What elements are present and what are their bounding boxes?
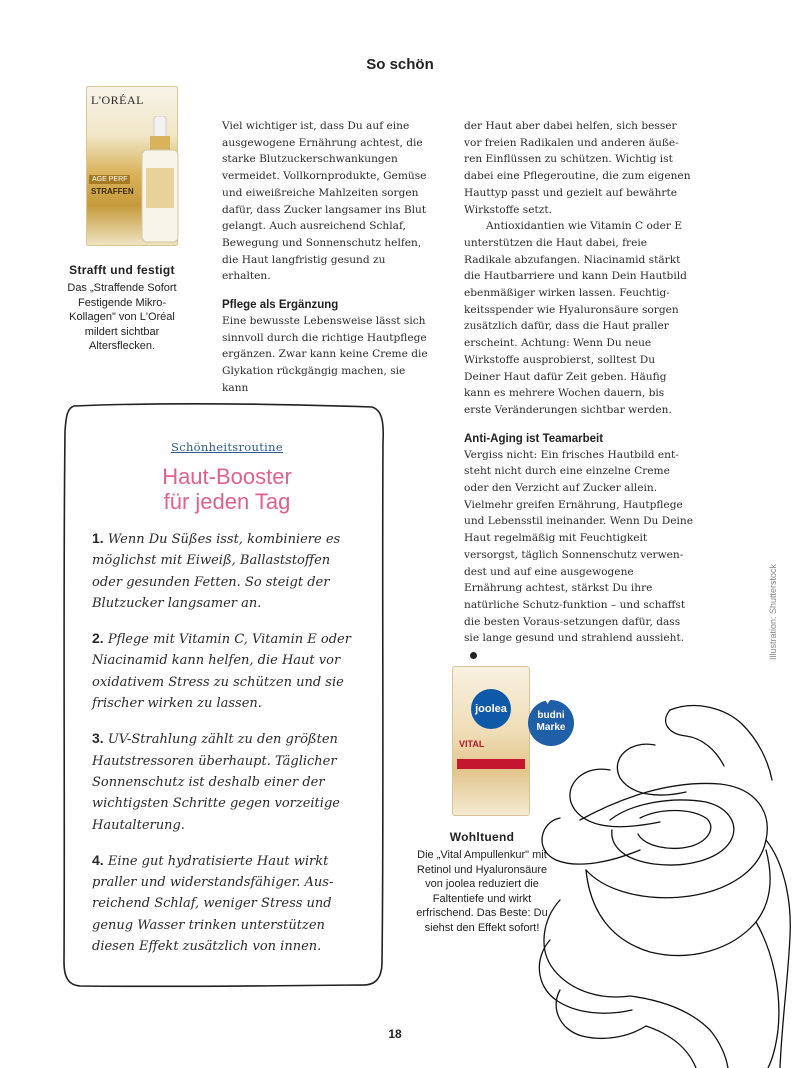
routine-item (92, 850, 362, 957)
joolea-vital-label: VITAL (459, 739, 485, 749)
routine-item-number: 3. (92, 730, 104, 747)
paragraph-text: Vergiss nicht: Ein frisches Hautbild ent-steht nicht durch eine einzelne Creme oder den Verzicht auf Zucker allein. Vielmehr greifen Ernährung, Hautpflege und Lebensstil ineinander. Wenn Du Deine Haut regelmäßig mit Feuchtigkeit versorgst, täglich Sonnenschutz verwen-dest und auf eine ausgewogene Ernährung achtest, stärkst Du ihre natürliche Schutz-funktion – und schaffst die besten Voraus-setzungen dafür, dass sie lange gesund und strahlend aussieht. (464, 448, 693, 645)
article-column-1 (222, 118, 434, 397)
paragraph: Antioxidantien wie Vitamin C oder E unterstützen die Haut dabei, freie Radikale abzufangen. Niacinamid stärkt die Hautbarriere und kann Dein Hautbild ebenmäßiger wirken lassen. Feuchtig-keitsspender wie Hyaluronsäure sorgen zusätzlich dafür, dass die Haut praller erscheint. Achtung: Wenn Du neue Wirkstoffe ausprobierst, solltest Du Deiner Haut dafür Zeit geben. Häufig kann es mehrere Wochen dauern, bis erste Veränderungen sichtbar werden. (464, 220, 687, 416)
routine-eyebrow: Schönheitsroutine (171, 440, 283, 454)
routine-item-number: 4. (92, 851, 104, 868)
routine-item-text: UV-Strahlung zählt zu den größten Hautstressoren überhaupt. Täglicher Sonnenschutz ist deshalb einer der wichtigsten Schritte gegen vorzeitige Hautalterung. (92, 732, 340, 833)
subheading: Pflege als Ergänzung (222, 299, 339, 312)
routine-item (92, 528, 362, 614)
joolea-logo: joolea (471, 689, 511, 729)
routine-item (92, 628, 362, 714)
serum-bottle-image (138, 116, 182, 246)
end-mark-icon (470, 652, 477, 659)
loreal-straff: STRAFFEN (91, 187, 134, 196)
photo-credit (768, 530, 782, 660)
photo-credit-text: Illustration: Shutterstock (768, 563, 778, 660)
joolea-product-box (452, 666, 530, 816)
paragraph: der Haut aber dabei helfen, sich besser vor freien Radikalen und anderen äuße-ren Einflüssen zu schützen. Wichtig ist dabei eine Pflegeroutine, die zum eigenen Hauttyp passt und gezielt auf bewährte Wirkstoffe setzt. (464, 120, 691, 216)
caption-text: Das „Straffende Sofort Festigende Mikro-Kollagen" von L'Oréal mildert sichtbar Altersflecken. (67, 282, 177, 352)
routine-headline-line-1: Haut-Booster (162, 464, 292, 489)
joolea-band (457, 759, 525, 769)
page-title: So schön (366, 56, 434, 73)
caption-text: Die „Vital Ampullenkur" mit Retinol und Hyaluronsäure von joolea reduziert die Faltentiefe und wirkt erfrischend. Das Beste: Du siehst den Effekt sofort! (416, 849, 548, 934)
routine-item-number: 2. (92, 630, 104, 647)
routine-item-number: 1. (92, 530, 104, 546)
heart-icon: ♥ (544, 693, 552, 707)
routine-item (92, 728, 362, 835)
hands-cream-line-art (520, 700, 800, 1068)
paragraph: Viel wichtiger ist, dass Du auf eine ausgewogene Ernährung achtest, die starke Blutzuckerschwankungen vermeidet. Vollkornprodukte, Gemüse und eiweißreiche Mahlzeiten sorgen dafür, dass Zucker langsamer ins Blut gelangt. Auch ausreichend Schlaf, Bewegung und Sonnenschutz helfen, die Haut langfristig gesund zu erhalten. (222, 120, 427, 283)
caption-title: Wohltuend (449, 830, 515, 844)
paragraph: Eine bewusste Lebensweise lässt sich sinnvoll durch die richtige Hautpflege ergänzen. Zwar kann keine Creme die Glykation rückgängig machen, sie kann (222, 315, 428, 394)
budni-badge-text: budni Marke (536, 710, 566, 733)
routine-box (92, 440, 362, 957)
loreal-brand: L'ORÉAL (91, 93, 144, 107)
routine-headline-line-2: für jeden Tag (163, 489, 291, 514)
page-number: 18 (388, 1027, 402, 1041)
article-column-2 (464, 118, 694, 664)
paragraph (464, 447, 694, 664)
routine-item-text: Eine gut hydratisierte Haut wirkt praller und widerstandsfähiger. Aus-reichend Schlaf, weniger Stress und genug Wasser trinken unterstützen diesen Effekt zusätzlich von innen. (92, 853, 334, 955)
subheading: Anti-Aging ist Teamarbeit (464, 432, 604, 445)
loreal-line: AGE PERF (89, 175, 130, 184)
caption-title: Strafft und festigt (69, 263, 175, 277)
caption-loreal (60, 263, 184, 354)
routine-item-text: Wenn Du Süßes isst, kombiniere es möglichst mit Eiweiß, Ballaststoffen oder gesunden Fetten. So steigt der Blutzucker langsamer an. (92, 532, 341, 611)
routine-item-text: Pflege mit Vitamin C, Vitamin E oder Niacinamid kann helfen, die Haut vor oxidativem Stress zu schützen und sie frischer wirken zu lassen. (92, 632, 351, 712)
